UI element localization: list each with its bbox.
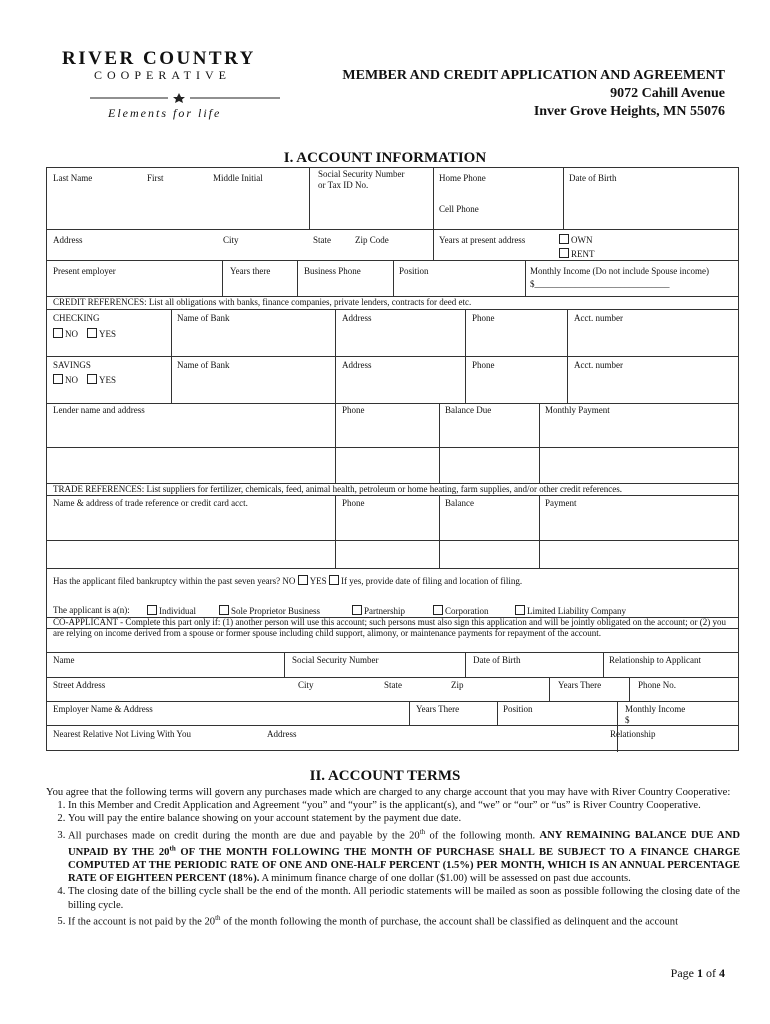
bankruptcy-yes-label: YES xyxy=(309,576,327,586)
account-information-form xyxy=(46,167,739,751)
terms-item-1: 1. In this Member and Credit Application and Agreement “you” and “your” is the applicant(s), and “we” or “our” or “us” is River Country Cooperative. xyxy=(68,799,740,812)
bankruptcy-followup: If yes, provide date of filing and location of filing. xyxy=(340,576,523,586)
entity-partnership-option[interactable] xyxy=(352,605,405,617)
trade-name-label: Name & address of trade reference or credit card acct. xyxy=(53,498,248,508)
page-number xyxy=(671,966,725,981)
entity-partnership-checkbox[interactable] xyxy=(352,605,362,615)
years-there-label: Years there xyxy=(230,266,271,276)
zip-label: Zip Code xyxy=(355,235,389,245)
cell-phone-label: Cell Phone xyxy=(439,204,479,214)
coapplicant-street-label: Street Address xyxy=(53,680,106,690)
terms-intro: You agree that the following terms will govern any purchases made which are charged to any charge account that you may have with River Country Cooperative: xyxy=(46,787,731,798)
coapplicant-zip-label: Zip xyxy=(451,680,464,690)
coapplicant-dob-label: Date of Birth xyxy=(473,655,521,665)
entity-sole-proprietor-label: Sole Proprietor Business xyxy=(231,606,320,616)
superscript-th: th xyxy=(215,913,221,922)
address-label: Address xyxy=(53,235,83,245)
terms-item-3-bold-a: ANY REMAINING BALANCE DUE AND UNPAID BY THE 20 xyxy=(68,830,740,858)
rent-checkbox[interactable] xyxy=(559,248,595,260)
checking-no-box[interactable] xyxy=(53,328,63,338)
terms-item-3-part-b: of the following month. xyxy=(425,830,540,842)
savings-yes-checkbox[interactable] xyxy=(87,374,116,386)
own-checkbox[interactable] xyxy=(559,234,593,246)
first-name-label: First xyxy=(147,173,164,183)
balance-due-label: Balance Due xyxy=(445,405,492,415)
coapplicant-state-label: State xyxy=(384,680,402,690)
dob-label: Date of Birth xyxy=(569,173,617,183)
checking-yes-checkbox[interactable] xyxy=(87,328,116,340)
trade-references-heading: TRADE REFERENCES: List suppliers for fertilizer, chemicals, feed, animal health, petroleum or home heating, farm supplies, and/or other credit references. xyxy=(53,484,622,494)
position-label: Position xyxy=(399,266,429,276)
checking-phone-label: Phone xyxy=(472,313,495,323)
entity-llc-label: Limited Liability Company xyxy=(527,606,626,616)
document-title: MEMBER AND CREDIT APPLICATION AND AGREEMENT xyxy=(342,68,725,83)
present-employer-label: Present employer xyxy=(53,266,116,276)
entity-individual-label: Individual xyxy=(159,606,196,616)
checking-no-label: NO xyxy=(65,329,78,339)
relative-address-label: Address xyxy=(267,729,297,739)
monthly-income-label: Monthly Income (Do not include Spouse income) xyxy=(530,266,709,276)
checking-yes-box[interactable] xyxy=(87,328,97,338)
savings-yes-box[interactable] xyxy=(87,374,97,384)
savings-address-label: Address xyxy=(342,360,372,370)
superscript-th: th xyxy=(419,827,426,836)
coapplicant-ssn-label: Social Security Number xyxy=(292,655,379,665)
lender-phone-label: Phone xyxy=(342,405,365,415)
years-at-address-label: Years at present address xyxy=(439,235,526,245)
page-of: of xyxy=(703,966,719,980)
home-phone-label: Home Phone xyxy=(439,173,486,183)
own-checkbox-box[interactable] xyxy=(559,234,569,244)
credit-references-heading: CREDIT REFERENCES: List all obligations with banks, finance companies, private lenders, contracts for deed etc. xyxy=(53,297,472,307)
tax-id-label: or Tax ID No. xyxy=(318,180,369,190)
rent-checkbox-box[interactable] xyxy=(559,248,569,258)
entity-sole-proprietor-checkbox[interactable] xyxy=(219,605,229,615)
checking-address-label: Address xyxy=(342,313,372,323)
terms-item-3-part-c: A minimum finance charge of one dollar ($1.00) will be assessed on past due accounts. xyxy=(259,873,631,885)
state-label: State xyxy=(313,235,331,245)
rent-label: RENT xyxy=(571,249,595,259)
lender-label: Lender name and address xyxy=(53,405,145,415)
bankruptcy-question xyxy=(53,575,522,587)
relative-relationship-label: Relationship xyxy=(610,729,656,739)
page-current: 1 xyxy=(697,966,703,980)
section-account-information-title: I. ACCOUNT INFORMATION xyxy=(283,150,487,166)
terms-item-3-part-a: All purchases made on credit during the month are due and payable by the 20 xyxy=(68,830,420,842)
terms-item-3-bold-b: OF THE MONTH FOLLOWING THE MONTH OF PURCHASE SHALL BE SUBJECT TO A FINANCE CHARGE COMPUTED AT THE PERIODIC RATE OF ONE AND ONE-HALF PERCENT (1.5%) PER MONTH, WHICH IS AN ANNUAL PERCENTAGE RATE OF EIGHTEEN PERCENT (18%). xyxy=(68,846,741,885)
entity-corporation-checkbox[interactable] xyxy=(433,605,443,615)
savings-no-checkbox[interactable] xyxy=(53,374,78,386)
entity-llc-checkbox[interactable] xyxy=(515,605,525,615)
coapplicant-position-label: Position xyxy=(503,704,533,714)
business-phone-label: Business Phone xyxy=(304,266,361,276)
entity-partnership-label: Partnership xyxy=(364,606,405,616)
terms-item-4: 4. The closing date of the billing cycle shall be the end of the month. All periodic statements will be mailed as soon as possible following the closing date of the billing cycle. xyxy=(68,885,740,911)
checking-no-checkbox[interactable] xyxy=(53,328,78,340)
address-city: Inver Grove Heights, MN 55076 xyxy=(533,104,725,119)
terms-item-5-part-a: If the account is not paid by the 20 xyxy=(68,916,216,928)
savings-acct-label: Acct. number xyxy=(574,360,623,370)
savings-no-label: NO xyxy=(65,375,78,385)
checking-label: CHECKING xyxy=(53,313,100,323)
account-terms-text xyxy=(46,786,740,929)
coapplicant-phone-label: Phone No. xyxy=(638,680,676,690)
savings-label: SAVINGS xyxy=(53,360,91,370)
coapplicant-relationship-label: Relationship to Applicant xyxy=(609,655,701,665)
terms-item-5 xyxy=(68,912,740,929)
trade-balance-label: Balance xyxy=(445,498,474,508)
entity-corporation-option[interactable] xyxy=(433,605,489,617)
coapplicant-instructions: CO-APPLICANT - Complete this part only if: (1) another person will use this account; such persons must also sign this application and will be jointly obligated on the account; or (2) you are relying on income derived from a spouse or former spouse including child support, alimony, or maintenance payments for repayment of the account. xyxy=(53,617,726,638)
coapplicant-years-there-label: Years There xyxy=(416,704,460,714)
entity-corporation-label: Corporation xyxy=(445,606,489,616)
logo-subname: COOPERATIVE xyxy=(94,68,232,82)
terms-item-3 xyxy=(68,826,740,886)
coapplicant-employer-label: Employer Name & Address xyxy=(53,704,153,714)
terms-item-5-part-b: of the month following the month of purchase, the account shall be classified as delinquent and the account xyxy=(220,916,679,928)
entity-llc-option[interactable] xyxy=(515,605,626,617)
coapplicant-city-label: City xyxy=(298,680,314,690)
address-street: 9072 Cahill Avenue xyxy=(610,86,725,101)
last-name-label: Last Name xyxy=(53,173,93,183)
trade-payment-label: Payment xyxy=(545,498,577,508)
ssn-label: Social Security Number xyxy=(318,169,405,179)
coapplicant-income-dollar: $ xyxy=(625,715,630,725)
checking-acct-label: Acct. number xyxy=(574,313,623,323)
nearest-relative-label: Nearest Relative Not Living With You xyxy=(53,729,191,739)
city-label: City xyxy=(223,235,239,245)
superscript-th: th xyxy=(169,844,176,853)
logo-tagline: Elements for life xyxy=(108,106,222,120)
savings-yes-label: YES xyxy=(99,375,117,385)
savings-bank-label: Name of Bank xyxy=(177,360,230,370)
bankruptcy-yes-checkbox[interactable] xyxy=(329,575,339,585)
entity-sole-proprietor-option[interactable] xyxy=(219,605,320,617)
own-label: OWN xyxy=(571,235,593,245)
checking-bank-label: Name of Bank xyxy=(177,313,230,323)
bankruptcy-question-text: Has the applicant filed bankruptcy within the past seven years? NO xyxy=(53,576,296,586)
coapplicant-years-label: Years There xyxy=(558,680,602,690)
bankruptcy-no-checkbox[interactable] xyxy=(298,575,308,585)
logo-name: RIVER COUNTRY xyxy=(62,48,256,69)
page-total: 4 xyxy=(719,966,725,980)
entity-individual-checkbox[interactable] xyxy=(147,605,157,615)
middle-initial-label: Middle Initial xyxy=(213,173,263,183)
checking-yes-label: YES xyxy=(99,329,117,339)
savings-no-box[interactable] xyxy=(53,374,63,384)
monthly-payment-label: Monthly Payment xyxy=(545,405,610,415)
coapplicant-name-label: Name xyxy=(53,655,75,665)
monthly-income-line: $______________________________ xyxy=(530,279,670,289)
terms-item-2: 2. You will pay the entire balance showing on your account statement by the payment due date. xyxy=(68,812,740,825)
entity-type-label: The applicant is a(n): xyxy=(53,605,130,615)
trade-phone-label: Phone xyxy=(342,498,365,508)
savings-phone-label: Phone xyxy=(472,360,495,370)
section-account-terms-title: II. ACCOUNT TERMS xyxy=(309,768,461,784)
page-label: Page xyxy=(670,966,697,980)
logo-star-rule-icon xyxy=(90,93,280,103)
coapplicant-income-label: Monthly Income xyxy=(625,704,686,714)
entity-individual-option[interactable] xyxy=(147,605,196,617)
